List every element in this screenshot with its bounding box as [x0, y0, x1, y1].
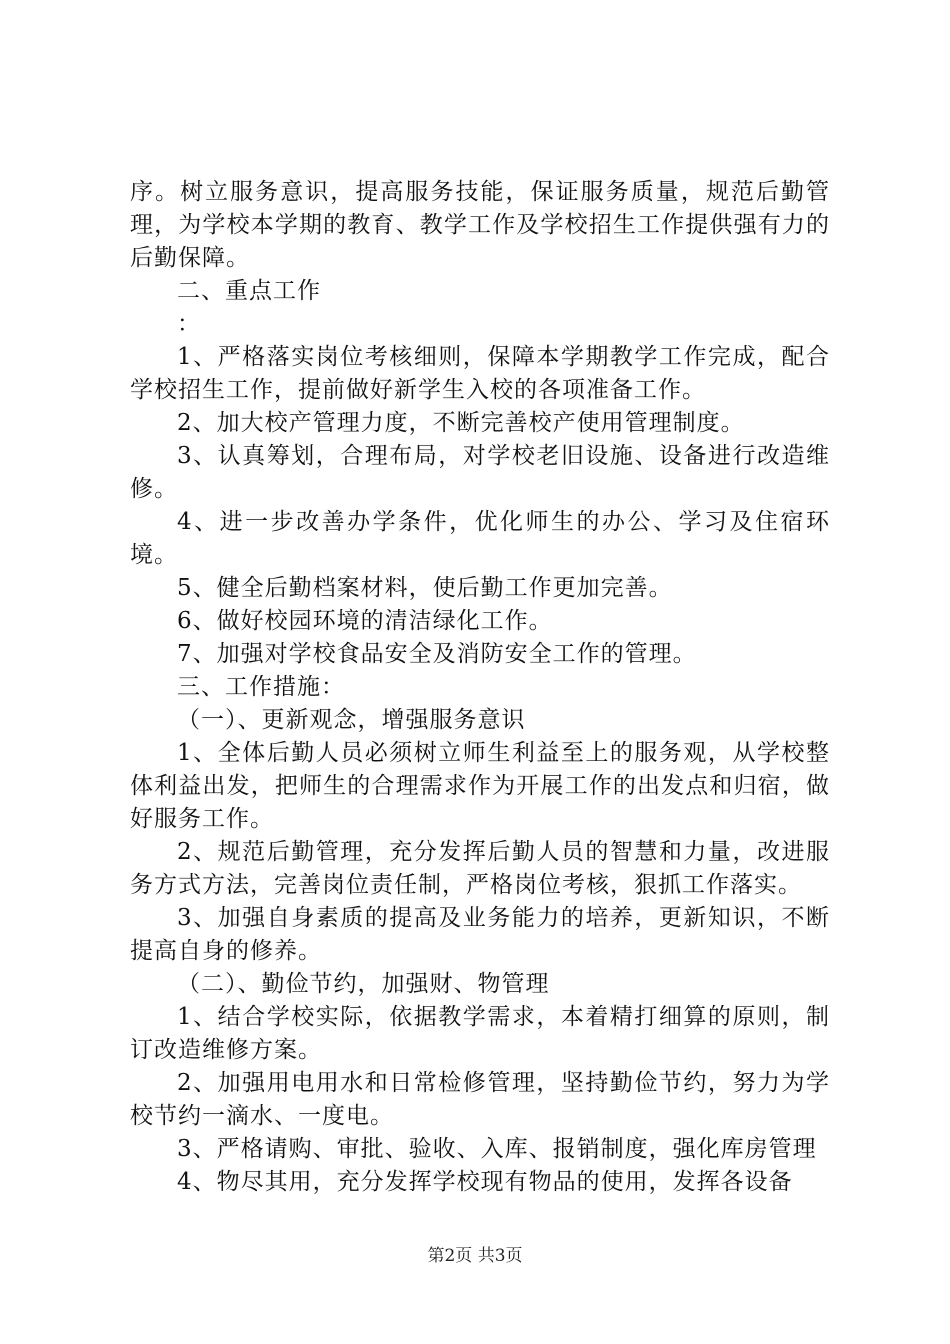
paragraph: 序。树立服务意识，提高服务技能，保证服务质量，规范后勤管理，为学校本学期的教育、教学工作及学校招生工作提供强有力的后勤保障。 — [130, 179, 830, 271]
list-item: 3、加强自身素质的提高及业务能力的培养，更新知识，不断提高自身的修养。 — [130, 905, 830, 964]
list-item: 1、全体后勤人员必须树立师生利益至上的服务观，从学校整体利益出发，把师生的合理需求作为开展工作的出发点和归宿，做好服务工作。 — [130, 740, 830, 832]
section-heading: 二、重点工作 — [177, 278, 321, 304]
list-item: 3、严格请购、审批、验收、入库、报销制度，强化库房管理 — [177, 1136, 817, 1162]
list-item: 6、做好校园环境的清洁绿化工作。 — [177, 608, 553, 634]
list-item: 2、加大校产管理力度，不断完善校产使用管理制度。 — [177, 410, 745, 436]
list-item: 1、严格落实岗位考核细则，保障本学期教学工作完成，配合学校招生工作，提前做好新学生入校的各项准备工作。 — [130, 344, 830, 403]
subsection-heading: （一）、更新观念，增强服务意识 — [177, 707, 526, 733]
list-item: 3、认真筹划，合理布局，对学校老旧设施、设备进行改造维修。 — [130, 443, 830, 502]
list-item: 2、加强用电用水和日常检修管理，坚持勤俭节约，努力为学校节约一滴水、一度电。 — [130, 1070, 830, 1129]
paragraph: ： — [177, 311, 201, 337]
list-item: 4、物尽其用，充分发挥学校现有物品的使用，发挥各设备 — [177, 1169, 793, 1195]
list-item: 4、进一步改善办学条件，优化师生的办公、学习及住宿环境。 — [130, 509, 830, 568]
section-heading: 三、工作措施： — [177, 674, 345, 700]
list-item: 5、健全后勤档案材料，使后勤工作更加完善。 — [177, 575, 673, 601]
list-item: 2、规范后勤管理，充分发挥后勤人员的智慧和力量，改进服务方式方法，完善岗位责任制，严格岗位考核，狠抓工作落实。 — [130, 839, 830, 898]
document-body — [130, 176, 830, 1199]
subsection-heading: （二）、勤俭节约，加强财、物管理 — [177, 971, 550, 997]
page-number: 第2页 共3页 — [427, 1246, 523, 1266]
list-item: 1、结合学校实际，依据教学需求，本着精打细算的原则，制订改造维修方案。 — [130, 1004, 830, 1063]
list-item: 7、加强对学校食品安全及消防安全工作的管理。 — [177, 641, 697, 667]
